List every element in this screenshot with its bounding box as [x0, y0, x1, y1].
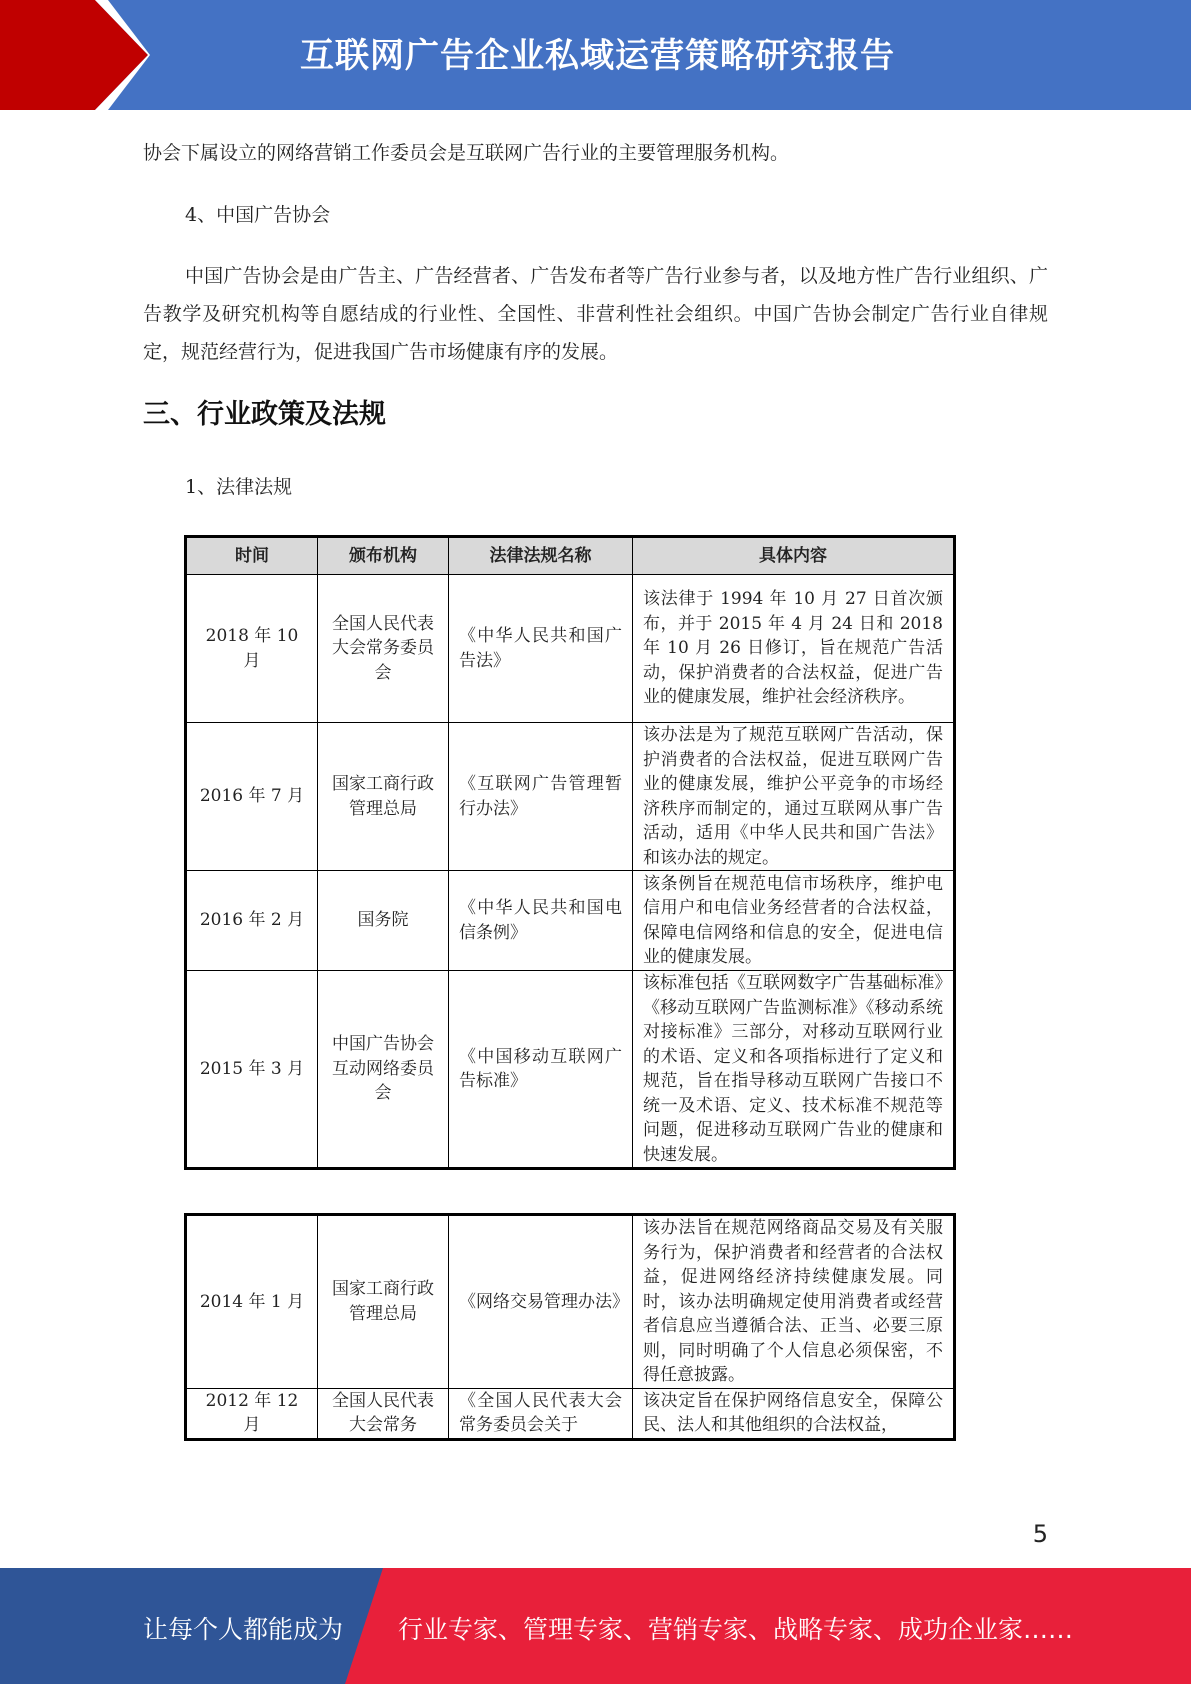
item4-paragraph: 中国广告协会是由广告主、广告经营者、广告发布者等广告行业参与者，以及地方性广告行业组织、广告教学及研究机构等自愿结成的行业性、全国性、非营利性社会组织。中国广告协会制定广告行业自律规定，规范经营行为，促进我国广告市场健康有序的发展。: [143, 265, 1048, 363]
cell-name: 《全国人民代表大会常务委员会关于: [449, 1388, 633, 1439]
cell-org: 国务院: [318, 871, 449, 971]
cell-name: 《网络交易管理办法》: [449, 1215, 633, 1389]
column-header-date: 时间: [186, 537, 318, 575]
table-row: [186, 575, 955, 723]
table-row: [186, 871, 955, 971]
cell-date: 2016 年 2 月: [186, 871, 318, 971]
table-row: [186, 1388, 955, 1439]
item4-heading: 4、中国广告协会: [185, 204, 331, 226]
page-footer: [0, 1568, 1191, 1684]
cell-date: 2012 年 12 月: [186, 1388, 318, 1439]
column-header-content: 具体内容: [633, 537, 955, 575]
cell-date: 2014 年 1 月: [186, 1215, 318, 1389]
cell-name: 《中华人民共和国电信条例》: [449, 871, 633, 971]
cell-org: 全国人民代表大会常务: [318, 1388, 449, 1439]
footer-slogan-left: 让每个人都能成为: [143, 1615, 344, 1644]
footer-slogan-right: 行业专家、管理专家、营销专家、战略专家、成功企业家……: [398, 1615, 1074, 1644]
table-row: [186, 723, 955, 871]
cell-content: 该办法是为了规范互联网广告活动，保护消费者的合法权益，促进互联网广告业的健康发展，维护公平竞争的市场经济秩序而制定的，通过互联网从事广告活动，适用《中华人民共和国广告法》和该办法的规定。: [633, 723, 955, 871]
cell-date: 2015 年 3 月: [186, 971, 318, 1169]
cell-content: 该办法旨在规范网络商品交易及有关服务行为，保护消费者和经营者的合法权益，促进网络经济持续健康发展。同时，该办法明确规定使用消费者或经营者信息应当遵循合法、正当、必要三原则，同时明确了个人信息必须保密，不得任意披露。: [633, 1215, 955, 1389]
cell-org: 国家工商行政管理总局: [318, 723, 449, 871]
table-row: [186, 1215, 955, 1389]
report-title: 互联网广告企业私域运营策略研究报告: [300, 36, 895, 76]
cell-name: 《中国移动互联网广告标准》: [449, 971, 633, 1169]
subsection-heading: 1、法律法规: [185, 476, 293, 498]
cell-date: 2016 年 7 月: [186, 723, 318, 871]
cell-org: 国家工商行政管理总局: [318, 1215, 449, 1389]
table-row: [186, 971, 955, 1169]
cell-org: 全国人民代表大会常务委员会: [318, 575, 449, 723]
table-header-row: [186, 537, 955, 575]
cell-content: 该法律于 1994 年 10 月 27 日首次颁布，并于 2015 年 4 月 24 日和 2018 年 10 月 26 日修订，旨在规范广告活动，保护消费者的合法权益，促进广告业的健康发展，维护社会经济秩序。: [633, 575, 955, 723]
laws-table-continued: [184, 1213, 956, 1441]
cell-content: 该标准包括《互联网数字广告基础标准》《移动互联网广告监测标准》《移动系统对接标准》三部分，对移动互联网行业的术语、定义和各项指标进行了定义和规范，旨在指导移动互联网广告接口不统一及术语、定义、技术标准不规范等问题，促进移动互联网广告业的健康和快速发展。: [633, 971, 955, 1169]
laws-table: [184, 535, 956, 1170]
page-header: [0, 0, 1191, 110]
column-header-org: 颁布机构: [318, 537, 449, 575]
column-header-name: 法律法规名称: [449, 537, 633, 575]
cell-org: 中国广告协会互动网络委员会: [318, 971, 449, 1169]
cell-date: 2018 年 10 月: [186, 575, 318, 723]
cell-name: 《中华人民共和国广告法》: [449, 575, 633, 723]
cell-content: 该条例旨在规范电信市场秩序，维护电信用户和电信业务经营者的合法权益，保障电信网络和信息的安全，促进电信业的健康发展。: [633, 871, 955, 971]
intro-paragraph: 协会下属设立的网络营销工作委员会是互联网广告行业的主要管理服务机构。: [143, 142, 790, 164]
page-number: 5: [1032, 1520, 1048, 1548]
section-heading: 三、行业政策及法规: [143, 399, 386, 430]
cell-name: 《互联网广告管理暂行办法》: [449, 723, 633, 871]
cell-content: 该决定旨在保护网络信息安全，保障公民、法人和其他组织的合法权益，: [633, 1388, 955, 1439]
